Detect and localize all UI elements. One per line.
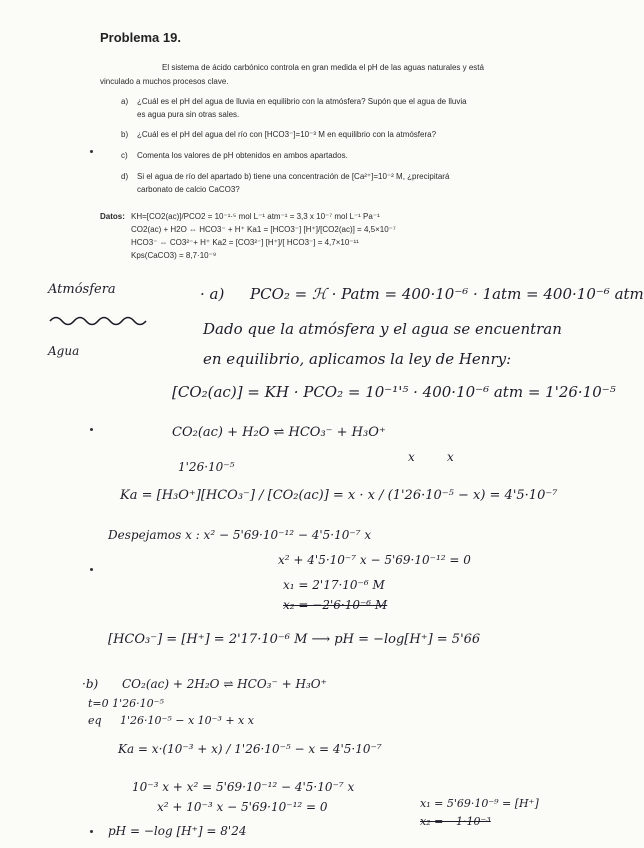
quadratic-equation-a: x² + 4'5·10⁻⁷ x − 5'69·10⁻¹² = 0 — [278, 553, 471, 567]
root-x1-a: x₁ = 2'17·10⁻⁶ M — [283, 578, 385, 592]
reaction-a: CO₂(ac) + H₂O ⇌ HCO₃⁻ + H₃O⁺ — [172, 425, 386, 440]
root-x1-b: x₁ = 5'69·10⁻⁹ = [H⁺] — [420, 797, 539, 810]
question-a-line-1: ¿Cuál es el pH del agua de lluvia en equilibrio con la atmósfera? Supón que el agua de lluvia — [137, 97, 467, 106]
question-d-letter: d) — [121, 172, 129, 181]
ph-result-a: [HCO₃⁻] = [H⁺] = 2'17·10⁻⁶ M ⟶ pH = −log[H⁺] = 5'66 — [108, 632, 481, 647]
ka-expression: Ka = [H₃O⁺][HCO₃⁻] / [CO₂(ac)] = x · x / (1'26·10⁻⁵ − x) = 4'5·10⁻⁷ — [120, 488, 558, 503]
henry-text-line-2: en equilibrio, aplicamos la ley de Henry: — [203, 350, 512, 368]
intro-line-1: El sistema de ácido carbónico controla en gran medida el pH de las aguas naturales y está — [162, 63, 484, 72]
bullet-dot — [90, 428, 93, 431]
question-d-line-2: carbonato de calcio CaCO3? — [137, 185, 240, 194]
datos-line-1: KH=[CO2(ac)]/PCO2 = 10⁻¹·⁵ mol L⁻¹ atm⁻¹ = 3,3 x 10⁻⁷ mol L⁻¹ Pa⁻¹ — [131, 212, 380, 221]
ka-expression-b: Ka = x·(10⁻³ + x) / 1'26·10⁻⁵ − x = 4'5·10⁻⁷ — [118, 742, 382, 756]
datos-line-3: HCO3⁻ ⇔ CO3²⁻+ H⁺ Ka2 = [CO3²⁻] [H⁺]/[ HCO3⁻] = 4,7×10⁻¹¹ — [131, 238, 359, 247]
question-a-letter: a) — [121, 97, 129, 106]
datos-label: Datos: — [100, 212, 125, 221]
eq-row-b: 1'26·10⁻⁵ − x 10⁻³ + x x — [120, 714, 254, 727]
question-c-line-1: Comenta los valores de pH obtenidos en ambos apartados. — [137, 151, 348, 160]
datos-line-2: CO2(ac) + H2O ⇔ HCO3⁻ + H⁺ Ka1 = [HCO3⁻] [H⁺]/[CO2(ac)] = 4,5×10⁻⁷ — [131, 225, 396, 234]
equilibrium-x-2: x — [447, 450, 454, 464]
root-x2-a: x₂ = −2'6·10⁻⁶ M — [283, 598, 388, 612]
part-a-pressure-equation: PCO₂ = ℋ · Patm = 400·10⁻⁶ · 1atm = 400·10⁻⁶ atm — [250, 285, 644, 303]
henry-text-line-1: Dado que la atmósfera y el agua se encuentran — [203, 320, 562, 338]
problem-title: Problema 19. — [100, 30, 181, 45]
bullet-dot — [90, 150, 93, 153]
ph-result-b: pH = −log [H⁺] = 8'24 — [108, 824, 247, 838]
reaction-b: CO₂(ac) + 2H₂O ⇌ HCO₃⁻ + H₃O⁺ — [122, 677, 327, 691]
datos-line-4: Kps(CaCO3) = 8,7·10⁻⁹ — [131, 251, 217, 260]
part-a-label: · a) — [200, 285, 225, 303]
eq-label-b: eq — [88, 714, 102, 727]
question-b-line-1: ¿Cuál es el pH del agua del río con [HCO3⁻]=10⁻³ M en equilibrio con la atmósfera? — [137, 130, 437, 139]
question-a-line-2: es agua pura sin otras sales. — [137, 110, 240, 119]
wavy-line-icon — [48, 314, 148, 328]
despejamos-line: Despejamos x : x² − 5'69·10⁻¹² − 4'5·10⁻⁷ x — [108, 528, 372, 542]
root-x2-b: x₂ = −1·10⁻³ — [420, 815, 491, 828]
equation-b-line-2: x² + 10⁻³ x − 5'69·10⁻¹² = 0 — [157, 800, 328, 814]
bullet-dot — [90, 830, 93, 833]
question-b-letter: b) — [121, 130, 129, 139]
equation-b-line-1: 10⁻³ x + x² = 5'69·10⁻¹² − 4'5·10⁻⁷ x — [132, 780, 355, 794]
question-c-letter: c) — [121, 151, 128, 160]
agua-label: Agua — [48, 344, 80, 358]
initial-concentration: 1'26·10⁻⁵ — [178, 460, 235, 474]
part-b-label: ·b) — [82, 677, 99, 691]
atmosfera-label: Atmósfera — [48, 282, 116, 297]
equilibrium-x-1: x — [408, 450, 415, 464]
intro-line-2: vinculado a muchos procesos clave. — [100, 77, 229, 86]
initial-row-b: t=0 1'26·10⁻⁵ — [88, 697, 164, 710]
bullet-dot — [90, 568, 93, 571]
henry-equation: [CO₂(ac)] = KH · PCO₂ = 10⁻¹'⁵ · 400·10⁻⁶ atm = 1'26·10⁻⁵ — [172, 383, 616, 401]
question-d-line-1: Si el agua de río del apartado b) tiene una concentración de [Ca²⁺]=10⁻² M, ¿precipitará — [137, 172, 450, 181]
